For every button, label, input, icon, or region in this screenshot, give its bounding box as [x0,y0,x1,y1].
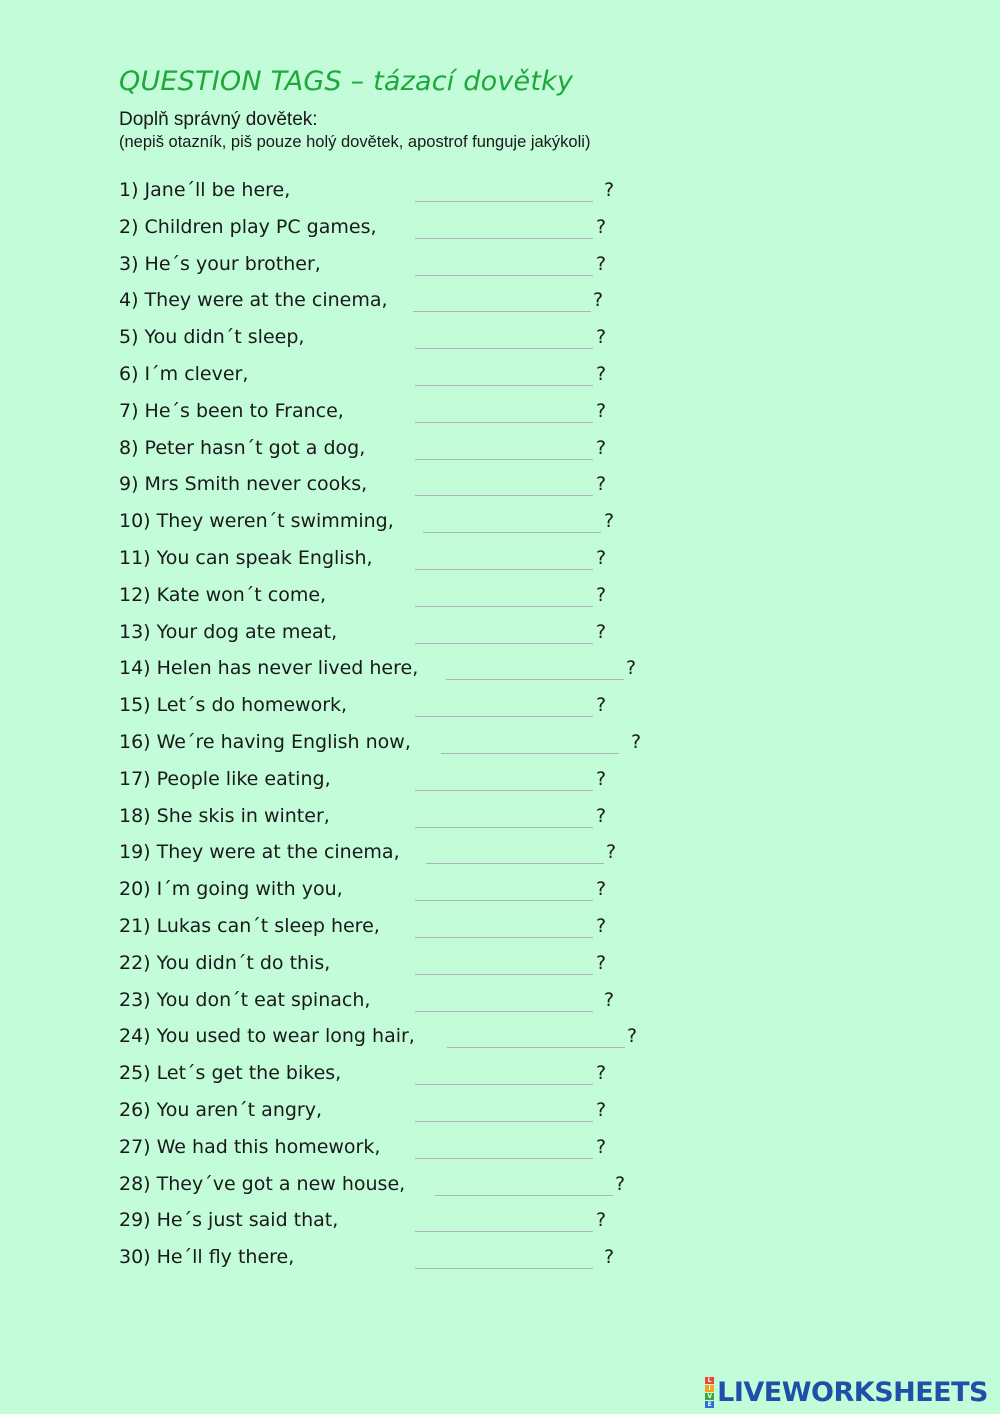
answer-field[interactable] [415,363,593,386]
question-mark: ? [604,1246,615,1269]
worksheet-title: QUESTION TAGS – tázací dovětky [119,66,574,97]
answer-field[interactable] [415,437,593,460]
question-text: 6) I´m clever, [119,363,249,385]
answer-field[interactable] [413,289,591,312]
answer-field[interactable] [415,473,593,496]
question-mark: ? [596,326,607,349]
question-text: 4) They were at the cinema, [119,289,388,312]
question-mark: ? [626,657,637,680]
answer-field[interactable] [441,731,619,754]
question-mark: ? [604,988,615,1011]
answer-field[interactable] [415,1099,593,1122]
answer-field[interactable] [415,1209,593,1232]
question-item [119,1136,819,1166]
answer-field[interactable] [415,1062,593,1085]
answer-field[interactable] [415,1136,593,1159]
question-text: 22) You didn´t do this, [119,951,331,974]
question-item [119,473,819,503]
question-text: 21) Lukas can´t sleep here, [119,915,380,937]
question-item [119,694,819,724]
question-text: 24) You used to wear long hair, [119,1025,415,1048]
answer-field[interactable] [415,621,593,644]
answer-field[interactable] [415,915,593,938]
question-mark: ? [596,620,607,643]
question-mark: ? [596,436,607,459]
question-text: 7) He´s been to France, [119,399,344,422]
question-text: 19) They were at the cinema, [119,841,400,864]
question-mark: ? [631,731,642,753]
answer-field[interactable] [415,952,593,975]
question-item [119,841,819,871]
liveworksheets-logo [705,1377,988,1408]
question-text: 14) Helen has never lived here, [119,657,419,680]
question-text: 18) She skis in winter, [119,804,330,827]
question-text: 13) Your dog ate meat, [119,620,338,643]
question-text: 9) Mrs Smith never cooks, [119,473,368,496]
question-item [119,878,819,908]
question-mark: ? [596,399,607,422]
question-text: 5) You didn´t sleep, [119,326,305,349]
question-mark: ? [593,289,604,312]
question-mark: ? [615,1172,626,1195]
question-item [119,915,819,945]
question-text: 11) You can speak English, [119,547,373,569]
question-mark: ? [596,1099,607,1121]
question-item [119,437,819,467]
question-mark: ? [604,510,615,533]
answer-field[interactable] [415,253,593,276]
answer-field[interactable] [415,400,593,423]
question-item [119,768,819,798]
question-text: 30) He´ll fly there, [119,1246,295,1269]
question-item [119,1099,819,1129]
question-item [119,1209,819,1239]
question-item [119,1062,819,1092]
question-item [119,584,819,614]
question-item [119,952,819,982]
question-mark: ? [596,1209,607,1232]
answer-field[interactable] [415,179,593,202]
question-item [119,1246,819,1276]
answer-field[interactable] [435,1173,613,1196]
question-text: 20) I´m going with you, [119,878,343,901]
liveworksheets-logo-icon: L I V E [705,1377,714,1408]
question-mark: ? [596,363,607,385]
answer-field[interactable] [415,989,593,1012]
question-item [119,289,819,319]
question-text: 16) We´re having English now, [119,731,411,753]
question-text: 29) He´s just said that, [119,1209,339,1232]
question-item [119,253,819,283]
instruction-note: (nepiš otazník, piš pouze holý dovětek, apostrof funguje jakýkoli) [119,133,591,151]
question-text: 26) You aren´t angry, [119,1099,323,1121]
question-mark: ? [596,215,607,238]
question-text: 28) They´ve got a new house, [119,1172,406,1195]
question-text: 27) We had this homework, [119,1135,381,1158]
question-mark: ? [596,1062,607,1085]
answer-field[interactable] [415,584,593,607]
answer-field[interactable] [415,878,593,901]
answer-field[interactable] [423,510,601,533]
answer-field[interactable] [415,547,593,570]
question-mark: ? [596,767,607,790]
answer-field[interactable] [446,657,624,680]
question-text: 10) They weren´t swimming, [119,510,394,533]
question-mark: ? [606,841,617,864]
answer-field[interactable] [415,694,593,717]
question-item [119,621,819,651]
question-text: 8) Peter hasn´t got a dog, [119,436,366,459]
answer-field[interactable] [415,216,593,239]
instruction-text: Doplň správný dovětek: [119,109,318,130]
question-item [119,326,819,356]
question-item [119,1173,819,1203]
question-text: 1) Jane´ll be here, [119,179,291,201]
question-text: 2) Children play PC games, [119,215,377,238]
question-mark: ? [596,583,607,606]
question-item [119,989,819,1019]
question-item [119,805,819,835]
answer-field[interactable] [415,805,593,828]
question-text: 12) Kate won´t come, [119,583,327,606]
answer-field[interactable] [426,841,604,864]
question-item [119,1025,819,1055]
question-item [119,216,819,246]
question-mark: ? [596,915,607,937]
question-mark: ? [627,1025,638,1048]
question-text: 23) You don´t eat spinach, [119,988,371,1011]
answer-field[interactable] [415,1246,593,1269]
question-mark: ? [596,547,607,569]
question-item [119,510,819,540]
question-mark: ? [604,179,615,201]
question-item [119,179,819,209]
question-mark: ? [596,804,607,827]
question-text: 15) Let´s do homework, [119,694,348,717]
question-text: 25) Let´s get the bikes, [119,1062,342,1085]
question-mark: ? [596,878,607,901]
question-item [119,400,819,430]
answer-field[interactable] [415,768,593,791]
question-item [119,731,819,761]
answer-field[interactable] [415,326,593,349]
question-mark: ? [596,1135,607,1158]
question-mark: ? [596,694,607,717]
question-item [119,363,819,393]
answer-field[interactable] [447,1025,625,1048]
question-text: 17) People like eating, [119,767,331,790]
question-mark: ? [596,252,607,275]
liveworksheets-logo-text: LIVEWORKSHEETS [717,1377,988,1408]
question-item [119,547,819,577]
question-text: 3) He´s your brother, [119,252,321,275]
question-mark: ? [596,951,607,974]
question-item [119,657,819,687]
question-mark: ? [596,473,607,496]
